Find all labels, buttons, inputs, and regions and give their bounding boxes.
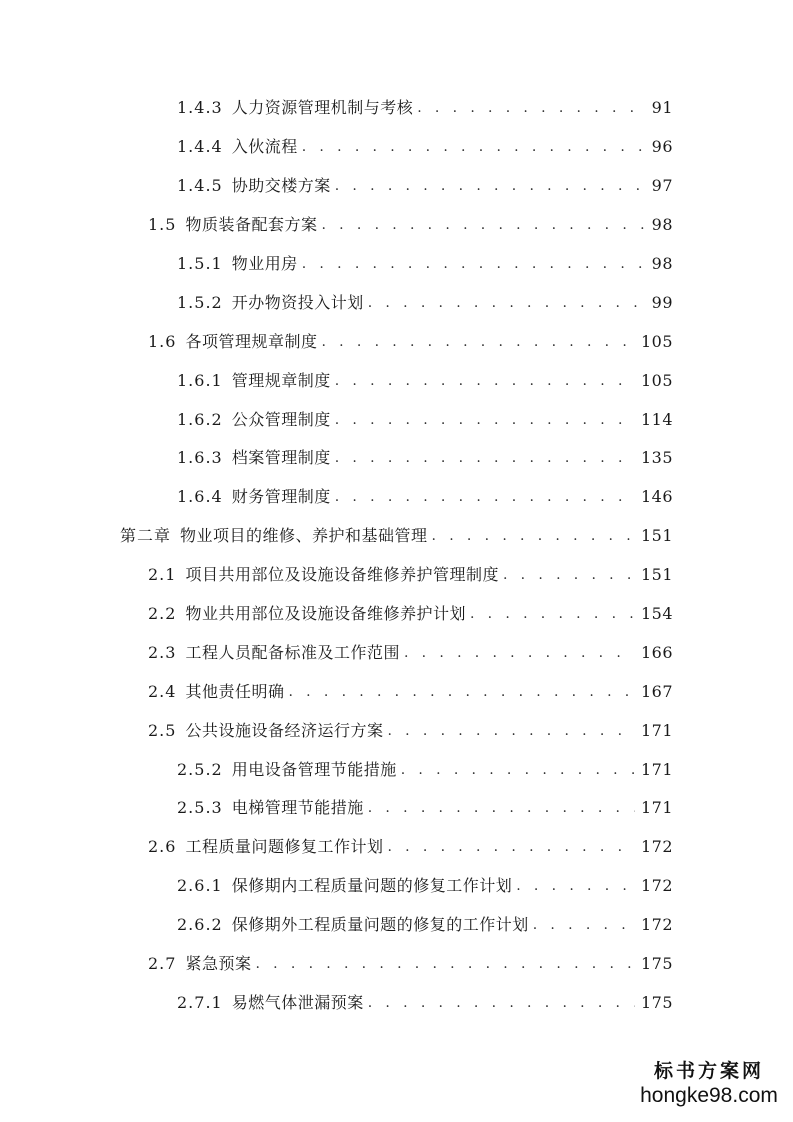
dot-leader (404, 643, 635, 663)
toc-number: 1.4.4 (177, 137, 223, 157)
toc-page-number: 172 (640, 915, 673, 935)
toc-entry-1-4-3[interactable] (0, 89, 793, 128)
toc-title: 保修期内工程质量问题的修复工作计划 (231, 876, 513, 896)
dot-leader (335, 176, 645, 196)
dot-leader (401, 760, 635, 780)
toc-page-number: 151 (640, 565, 673, 585)
dot-leader (302, 254, 645, 274)
toc-page-number: 99 (651, 292, 673, 312)
toc-title: 人力资源管理机制与考核 (231, 98, 414, 118)
toc-title: 其他责任明确 (185, 681, 285, 701)
toc-title: 工程人员配备标准及工作范围 (185, 642, 400, 662)
toc-page-number: 105 (640, 331, 673, 351)
toc-number: 1.4.3 (177, 98, 223, 118)
toc-entry-2-2[interactable] (0, 595, 793, 634)
toc-number: 2.5.2 (177, 759, 223, 779)
dot-leader (368, 798, 635, 818)
toc-page-number: 98 (651, 215, 673, 235)
toc-page-number: 98 (651, 254, 673, 273)
toc-title: 用电设备管理节能措施 (231, 759, 397, 779)
toc-page-number: 175 (640, 954, 673, 974)
toc-title: 协助交楼方案 (231, 176, 331, 196)
dot-leader (335, 448, 635, 468)
toc-entry-2-1[interactable] (0, 556, 793, 595)
dot-leader (335, 410, 635, 430)
toc-title: 财务管理制度 (231, 487, 331, 507)
dot-leader (288, 682, 634, 702)
toc-title: 物业用房 (231, 254, 298, 273)
toc-entry-1-4-4[interactable] (0, 128, 793, 167)
toc-entry-1-5-1[interactable] (0, 245, 793, 284)
toc-number: 2.5 (148, 720, 177, 740)
dot-leader (470, 604, 635, 624)
toc-entry-2-5[interactable] (0, 711, 793, 750)
toc-number: 2.4 (148, 681, 177, 701)
toc-page-number: 171 (640, 798, 673, 818)
toc-entry-1-5-2[interactable] (0, 283, 793, 322)
toc-number: 2.1 (148, 565, 177, 585)
toc-page-number: 151 (640, 526, 673, 546)
dot-leader (387, 721, 634, 741)
toc-title: 公众管理制度 (231, 409, 331, 429)
toc-entry-chapter-2[interactable] (0, 517, 793, 556)
toc-entry-1-6-1[interactable] (0, 361, 793, 400)
toc-page-number: 146 (640, 487, 673, 507)
toc-title: 各项管理规章制度 (185, 331, 318, 351)
toc-number: 2.6.2 (177, 915, 223, 935)
toc-page-number: 171 (640, 759, 673, 779)
toc-number: 2.2 (148, 604, 177, 624)
toc-number: 1.6.4 (177, 487, 223, 507)
toc-title: 入伙流程 (231, 137, 298, 157)
toc-number: 2.7 (148, 954, 177, 974)
toc-entry-1-4-5[interactable] (0, 167, 793, 206)
dot-leader (387, 837, 634, 857)
dot-leader (302, 137, 645, 157)
toc-entry-1-6[interactable] (0, 322, 793, 361)
toc-number: 1.5 (148, 215, 177, 235)
toc-page-number: 135 (640, 448, 673, 468)
toc-page-number: 97 (651, 176, 673, 196)
dot-leader (335, 371, 635, 391)
dot-leader (255, 954, 634, 974)
toc-number: 2.5.3 (177, 798, 223, 818)
toc-number: 2.3 (148, 642, 177, 662)
toc-title: 项目共用部位及设施设备维修养护管理制度 (185, 565, 499, 585)
toc-entry-1-6-3[interactable] (0, 439, 793, 478)
toc-title: 易燃气体泄漏预案 (231, 992, 364, 1012)
toc-page-number: 105 (640, 370, 673, 390)
dot-leader (321, 332, 634, 352)
toc-entry-2-4[interactable] (0, 672, 793, 711)
toc-title: 电梯管理节能措施 (231, 798, 364, 818)
toc-page-number: 167 (640, 681, 673, 701)
toc-entry-2-5-2[interactable] (0, 750, 793, 789)
toc-entry-2-5-3[interactable] (0, 789, 793, 828)
toc-entry-1-6-4[interactable] (0, 478, 793, 517)
watermark-site-name: 标书方案网 (653, 1061, 764, 1082)
dot-leader (533, 915, 635, 935)
dot-leader (503, 565, 635, 585)
toc-number: 1.6.1 (177, 370, 223, 390)
toc-entry-2-6-1[interactable] (0, 867, 793, 906)
toc-entry-2-7-1[interactable] (0, 983, 793, 1022)
toc-entry-2-3[interactable] (0, 633, 793, 672)
toc-number: 1.4.5 (177, 176, 223, 196)
toc-title: 工程质量问题修复工作计划 (185, 837, 384, 857)
toc-title: 物质装备配套方案 (185, 215, 318, 235)
toc-title: 公共设施设备经济运行方案 (185, 720, 384, 740)
toc-page-number: 154 (640, 604, 673, 624)
toc-entry-2-7[interactable] (0, 945, 793, 984)
toc-number: 1.6.3 (177, 448, 223, 468)
toc-page-number: 91 (651, 98, 673, 118)
toc-title: 开办物资投入计划 (231, 292, 364, 312)
dot-leader (368, 993, 635, 1013)
dot-leader (335, 487, 635, 507)
toc-number: 1.5.2 (177, 292, 223, 312)
toc-number: 2.6.1 (177, 876, 223, 896)
dot-leader (321, 215, 645, 235)
toc-number: 1.6.2 (177, 409, 223, 429)
watermark-url: hongke98.com (640, 1084, 778, 1107)
toc-number: 1.6 (148, 331, 177, 351)
toc-number: 第二章 (120, 526, 172, 546)
dot-leader (516, 876, 635, 896)
toc-entry-2-6-2[interactable] (0, 906, 793, 945)
toc-title: 紧急预案 (185, 954, 252, 974)
toc-title: 物业共用部位及设施设备维修养护计划 (185, 604, 466, 624)
toc-page-number: 175 (640, 992, 673, 1012)
toc-title: 物业项目的维修、养护和基础管理 (180, 526, 428, 546)
toc-number: 2.7.1 (177, 992, 223, 1012)
toc-title: 管理规章制度 (231, 370, 331, 390)
dot-leader (368, 293, 645, 313)
toc-page-number: 172 (640, 837, 673, 857)
toc-number: 2.6 (148, 837, 177, 857)
toc-page-number: 171 (640, 720, 673, 740)
table-of-contents (0, 89, 793, 1022)
toc-title: 档案管理制度 (231, 448, 331, 468)
toc-entry-1-6-2[interactable] (0, 400, 793, 439)
toc-page-number: 166 (640, 642, 673, 662)
dot-leader (417, 98, 645, 118)
toc-page-number: 96 (651, 137, 673, 157)
toc-title: 保修期外工程质量问题的修复的工作计划 (231, 915, 529, 935)
dot-leader (432, 526, 635, 546)
toc-entry-1-5[interactable] (0, 206, 793, 245)
toc-entry-2-6[interactable] (0, 828, 793, 867)
toc-number: 1.5.1 (177, 254, 223, 273)
toc-page-number: 172 (640, 876, 673, 896)
toc-page-number: 114 (640, 409, 673, 429)
site-watermark (639, 1060, 779, 1108)
